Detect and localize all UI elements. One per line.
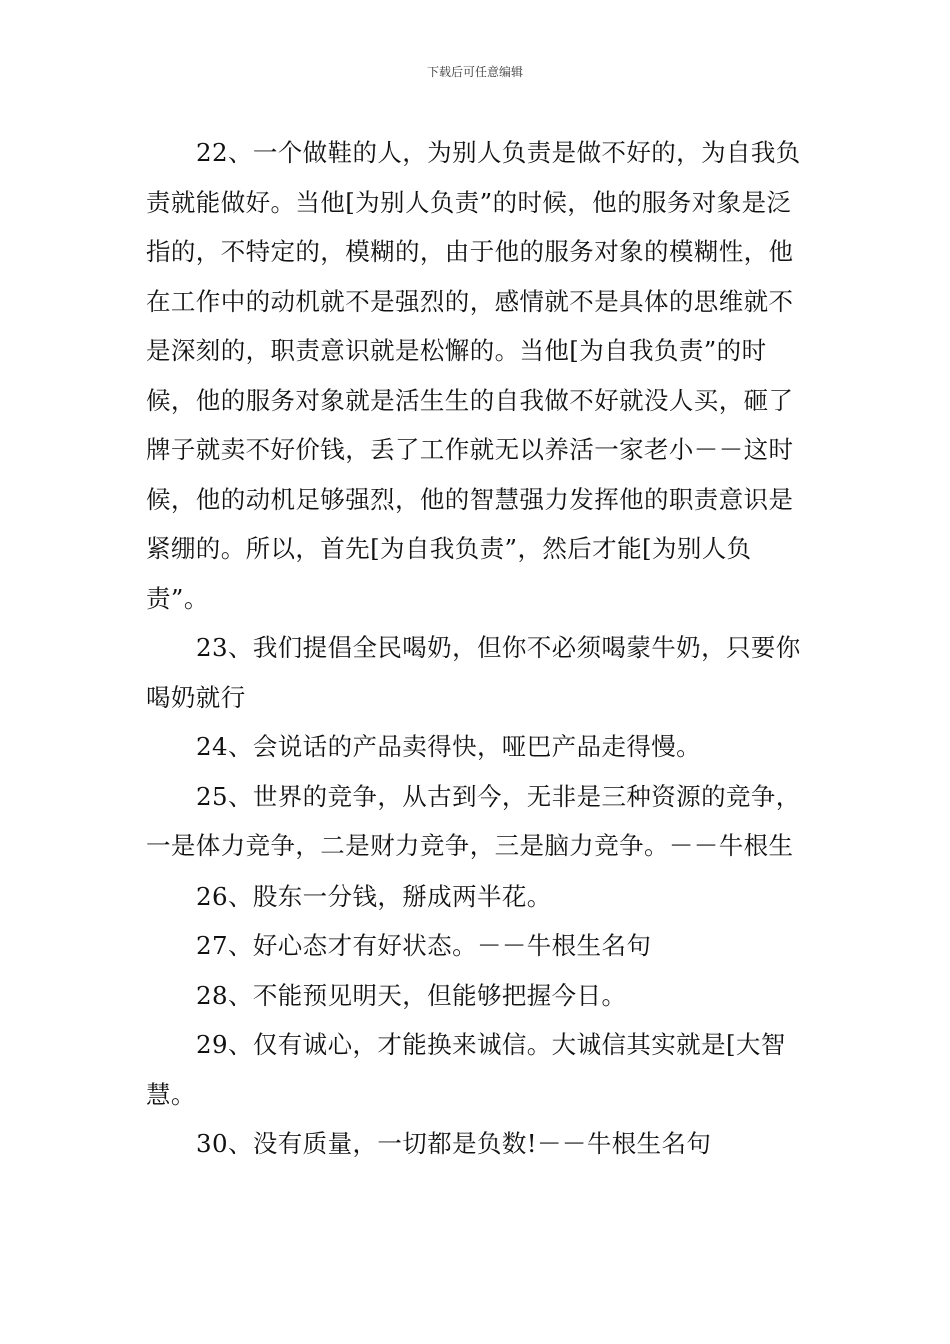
- paragraph-27: 27、好心态才有好状态。－－牛根生名句: [196, 931, 652, 960]
- paragraph-30: 30、没有质量，一切都是负数!－－牛根生名句: [196, 1129, 712, 1158]
- paragraph-23: 23、我们提倡全民喝奶，但你不必须喝蒙牛奶，只要你喝奶就行: [146, 633, 801, 712]
- paragraph-24: 24、会说话的产品卖得快，哑巴产品走得慢。: [196, 732, 702, 761]
- document-body: [146, 128, 810, 1169]
- paragraph-22: 22、一个做鞋的人，为别人负责是做不好的，为自我负责就能做好。当他[为别人负责”的时候，他的服务对象是泛指的，不特定的，模糊的，由于他的服务对象的模糊性，他在工作中的动机就不是强烈的，感情就不是具体的思维就不是深刻的，职责意识就是松懈的。当他[为自我负责”的时候，他的服务对象就是活生生的自我做不好就没人买，砸了牌子就卖不好价钱，丢了工作就无以养活一家老小－－这时候，他的动机足够强烈，他的智慧强力发挥他的职责意识是紧绷的。所以，首先[为自我负责”，然后才能[为别人负责”。: [146, 138, 801, 613]
- paragraph-26: 26、股东一分钱，掰成两半花。: [196, 881, 552, 911]
- paragraph-29: 29、仅有诚心，才能换来诚信。大诚信其实就是[大智慧。: [146, 1030, 786, 1109]
- paragraph-28: 28、不能预见明天，但能够把握今日。: [196, 980, 627, 1010]
- page-header: 下载后可任意编辑: [426, 65, 523, 79]
- paragraph-25: 25、世界的竞争，从古到今，无非是三种资源的竞争，一是体力竞争，二是财力竞争，三是脑力竞争。－－牛根生: [146, 781, 801, 860]
